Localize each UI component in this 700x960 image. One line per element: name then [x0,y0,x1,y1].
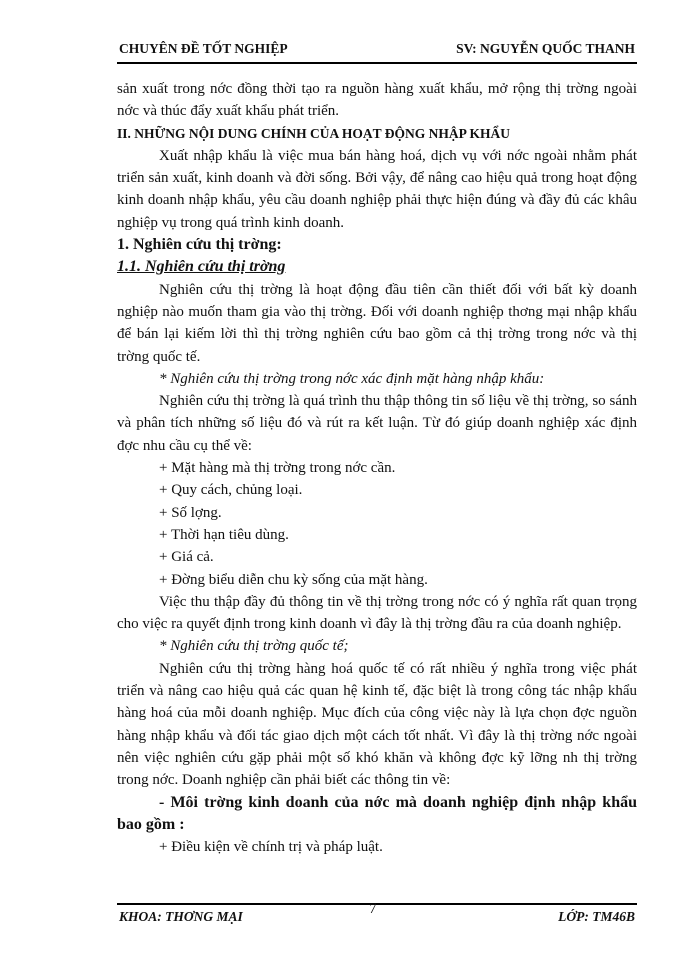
intro-paragraph: sản xuất trong nớc đồng thời tạo ra nguồn hàng xuất khẩu, mở rộng thị trờng ngoài nớc và thúc đẩy xuất khẩu phát triển. [117,81,637,120]
page-header [117,40,637,64]
list-item: + Đờng biểu diễn chu kỳ sống của mặt hàng. [159,571,428,588]
list-item: + Quy cách, chủng loại. [159,482,303,499]
list-item: + Số lợng. [159,504,222,521]
subheading-market-research: 1.1. Nghiên cứu thị trờng [117,258,286,276]
collect-paragraph: Việc thu thập đầy đủ thông tin về thị trờng trong nớc có ý nghĩa rất quan trọng cho việc ra quyết định trong kinh doanh vì đây là thị trờng đầu ra của doanh nghiệp. [117,593,637,633]
international-paragraph: Nghiên cứu thị trờng hàng hoá quốc tế có rất nhiều ý nghĩa trong việc phát triển và nâng cao hiệu quả các quan hệ kinh tế, đặc biệt là trong công tác nhập khẩu hàng hoá của mỗi doanh nghiệp. Mục đích của công việc này là lựa chọn đợc nguồn hàng nhập khẩu và đối tác giao dịch một cách tốt nhất. Vì đây là thị trờng nớc ngoài nên việc nghiên cứu gặp phải một số khó khăn và không đợc kỹ lỡng nh thị trờng trong nớc. Doanh nghiệp cần phải biết các thông tin về: [117,660,637,789]
list-item: + Mặt hàng mà thị trờng trong nớc cần. [159,460,396,477]
environment-paragraph: - Môi trờng kinh doanh của nớc mà doanh nghiệp định nhập khẩu bao gồm : [117,793,637,833]
international-market-subheading: * Nghiên cứu thị trờng quốc tế; [159,638,349,655]
research-paragraph: Nghiên cứu thị trờng là hoạt động đầu tiên cần thiết đối với bất kỳ doanh nghiệp nào muốn tham gia vào thị trờng. Đối với doanh nghiệp thơng mại nhập khẩu để bán lại kiếm lời thì thị trờng nghiên cứu bao gồm cả thị trờng trong nớc và thị trờng quốc tế. [117,281,637,365]
page-number: 7 [369,901,377,917]
page-content [117,78,637,858]
needs-list [117,457,637,591]
page-footer [117,903,637,927]
section-heading-ii: II. NHỮNG NỘI DUNG CHÍNH CỦA HOẠT ĐỘNG NHẬP KHẨU [117,125,511,141]
domestic-paragraph: Nghiên cứu thị trờng là quá trình thu thập thông tin số liệu về thị trờng, so sánh và phân tích những số liệu đó và rút ra kết luận. Từ đó giúp doanh nghiệp xác định đợc nhu cầu cụ thể về: [117,393,637,454]
header-student-name: SV: NGUYỄN QUỐC THANH [456,41,635,56]
footer-class: LỚP: TM46B [558,909,635,924]
politics-law-item: + Điều kiện về chính trị và pháp luật. [159,839,383,856]
footer-faculty: KHOA: THƠNG MẠI [119,909,243,924]
domestic-market-subheading: * Nghiên cứu thị trờng trong nớc xác định mặt hàng nhập khẩu: [159,370,545,387]
heading-market-research: 1. Nghiên cứu thị trờng: [117,236,282,254]
list-item: + Giá cả. [159,549,214,566]
list-item: + Thời hạn tiêu dùng. [159,526,289,543]
overview-paragraph: Xuất nhập khẩu là việc mua bán hàng hoá, dịch vụ với nớc ngoài nhằm phát triển sản xuất, kinh doanh và đời sống. Bởi vậy, để nâng cao hiệu quả trong hoạt động kinh doanh nhập khẩu, yêu cầu doanh nghiệp phải thực hiện đúng và đầy đủ các khâu nghiệp vụ trong quá trình kinh doanh. [117,147,637,231]
header-left-title: CHUYÊN ĐỀ TỐT NGHIỆP [119,41,288,56]
